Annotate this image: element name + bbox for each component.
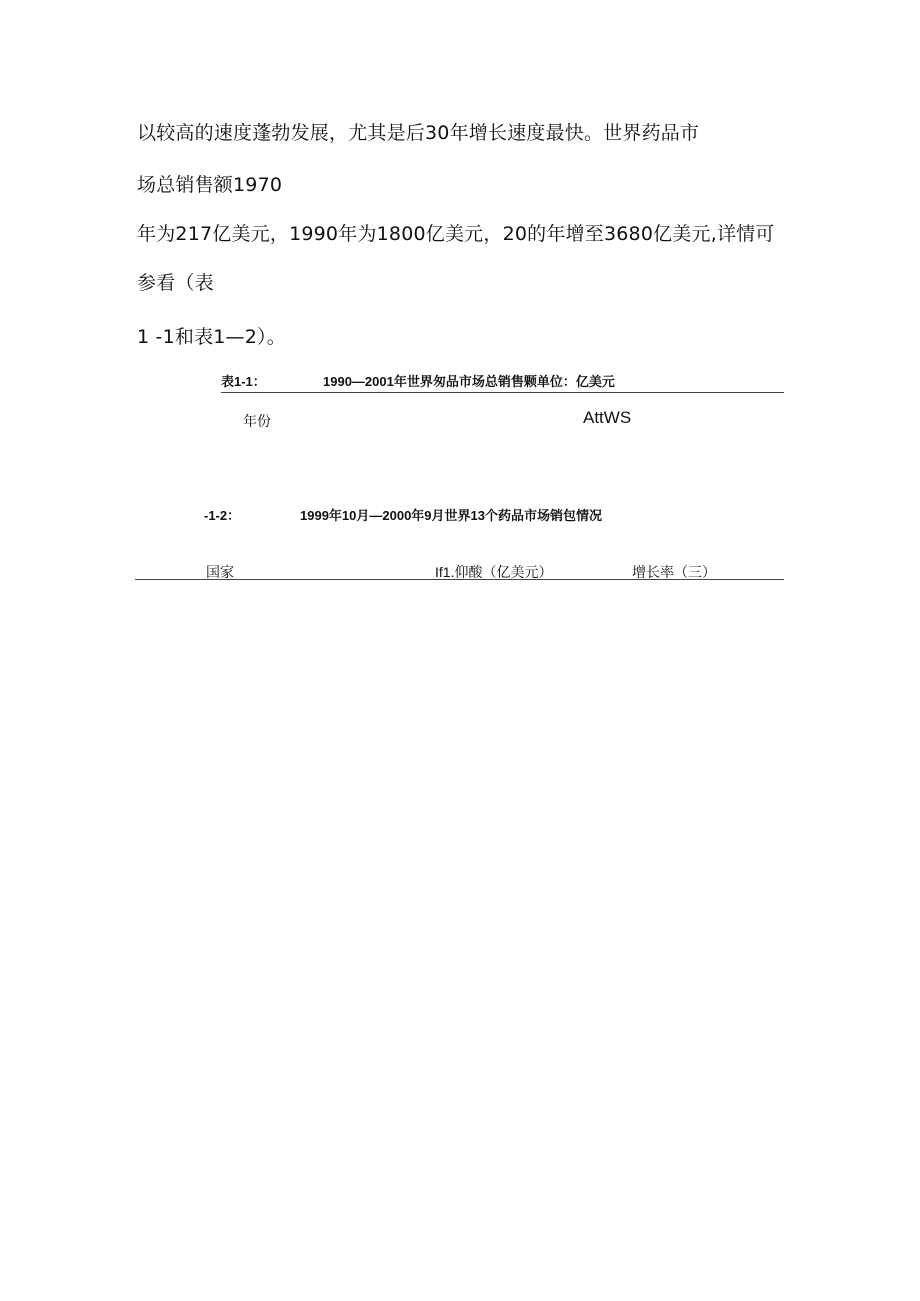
paragraph-line-4: 参看（表 bbox=[137, 272, 214, 294]
paragraph-line-1: 以较高的速度蓬勃发展，尤其是后30年增长速度最快。世界药品市 bbox=[137, 122, 700, 144]
table-1-1-header-year: 年份 bbox=[243, 413, 271, 429]
table-1-2-header-sales: If1.仰酸（亿美元） bbox=[435, 564, 553, 580]
table-1-2-header-rule bbox=[135, 579, 784, 580]
table-1-2-label: -1-2： bbox=[204, 508, 241, 523]
paragraph-line-5: 1 -1和表1—2）。 bbox=[137, 326, 286, 348]
table-1-1-header-sales: AttWS bbox=[583, 408, 632, 427]
paragraph-line-3: 年为217亿美元，1990年为1800亿美元，20的年增至3680亿美元,详情可 bbox=[137, 223, 775, 245]
table-1-2-title: 1999年10月—2000年9月世界13个药品市场销包情况 bbox=[300, 508, 602, 523]
table-1-1-label: 表1-1： bbox=[221, 374, 266, 389]
table-1-1-title: 1990—2001年世界匆品市场总销售颗单位：亿美元 bbox=[323, 374, 615, 389]
table-1-2-header-growth: 增长率（三） bbox=[632, 564, 716, 580]
table-1-1-top-rule bbox=[221, 392, 784, 393]
paragraph-line-2: 场总销售额1970 bbox=[137, 174, 283, 196]
table-1-2-header-country: 国家 bbox=[206, 564, 234, 580]
